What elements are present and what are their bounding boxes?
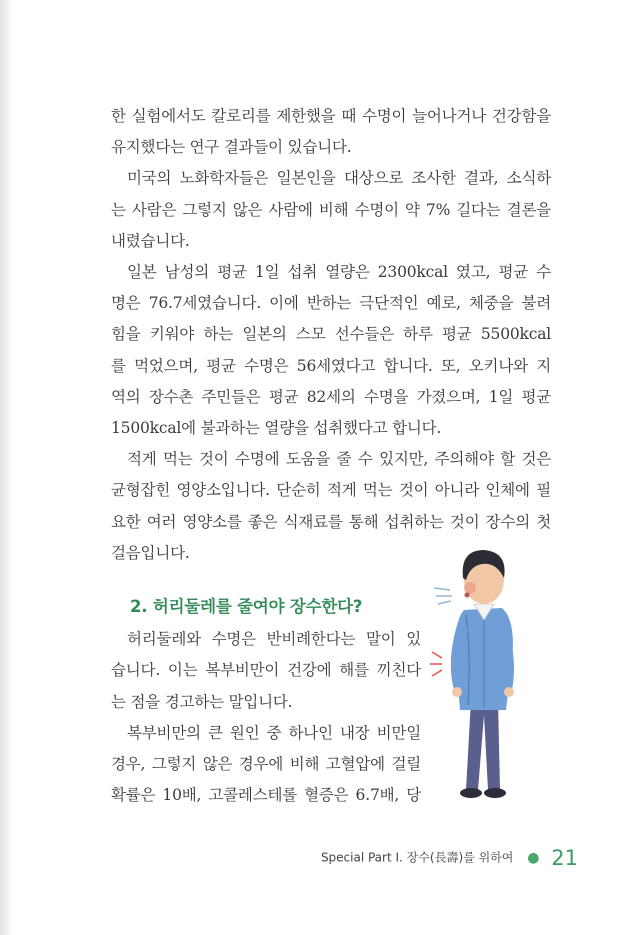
body-line: 한 실험에서도 칼로리를 제한했을 때 수명이 늘어나거나 건강함을 (111, 107, 551, 125)
section-line: 는 점을 경고하는 말입니다. (111, 692, 293, 711)
body-line: 는 사람은 그렇지 않은 사람에 비해 수명이 약 7% 길다는 결론을 (111, 200, 551, 219)
body-line: 유지했다는 연구 결과들이 있습니다. (111, 138, 352, 157)
page-gutter-shadow (0, 0, 14, 935)
running-title: Special Part Ⅰ. 장수(長壽)를 위하여 (320, 850, 514, 865)
section-line: 허리둘레와 수명은 반비례한다는 말이 있 (127, 630, 421, 649)
section-line: 복부비만의 큰 원인 중 하나인 내장 비만일 (127, 723, 421, 742)
page-footer (0, 846, 578, 870)
section-line: 경우, 그렇지 않은 경우에 비해 고혈압에 걸릴 (111, 755, 421, 774)
body-line: 힘을 키워야 하는 일본의 스모 선수들은 하루 평균 5500kcal (111, 325, 551, 344)
section-heading: 2. 허리둘레를 줄여야 장수한다? (130, 597, 363, 616)
bullet-dot-icon: ● (527, 850, 540, 866)
body-line: 요한 여러 영양소를 좋은 식재료를 통해 섭취하는 것이 장수의 첫 (111, 512, 551, 531)
body-line: 균형잡힌 영양소입니다. 단순히 적게 먹는 것이 아니라 인체에 필 (111, 481, 551, 500)
body-line: 명은 76.7세였습니다. 이에 반하는 극단적인 예로, 체중을 불려 (111, 294, 551, 313)
man-illustration (426, 540, 536, 805)
section-line: 확률은 10배, 고콜레스테롤 혈증은 6.7배, 당 (111, 786, 421, 805)
body-line: 1500kcal에 불과하는 열량을 섭취했다고 합니다. (111, 419, 442, 438)
body-line: 미국의 노화학자들은 일본인을 대상으로 조사한 결과, 소식하 (127, 169, 551, 188)
section-line: 습니다. 이는 복부비만이 건강에 해를 끼친다 (111, 661, 421, 680)
page-number: 21 (551, 846, 578, 870)
section-waist (111, 591, 421, 811)
body-line: 걸음입니다. (111, 543, 190, 562)
body-line: 적게 먹는 것이 수명에 도움을 줄 수 있지만, 주의해야 할 것은 (127, 450, 551, 469)
body-line: 일본 남성의 평균 1일 섭취 열량은 2300kcal 였고, 평균 수 (127, 263, 551, 282)
body-text (111, 101, 551, 569)
body-line: 를 먹었으며, 평균 수명은 56세였다고 합니다. 또, 오키나와 지 (111, 356, 551, 375)
body-line: 내렸습니다. (111, 231, 190, 250)
body-line: 역의 장수촌 주민들은 평균 82세의 수명을 가졌으며, 1일 평균 (111, 387, 551, 406)
